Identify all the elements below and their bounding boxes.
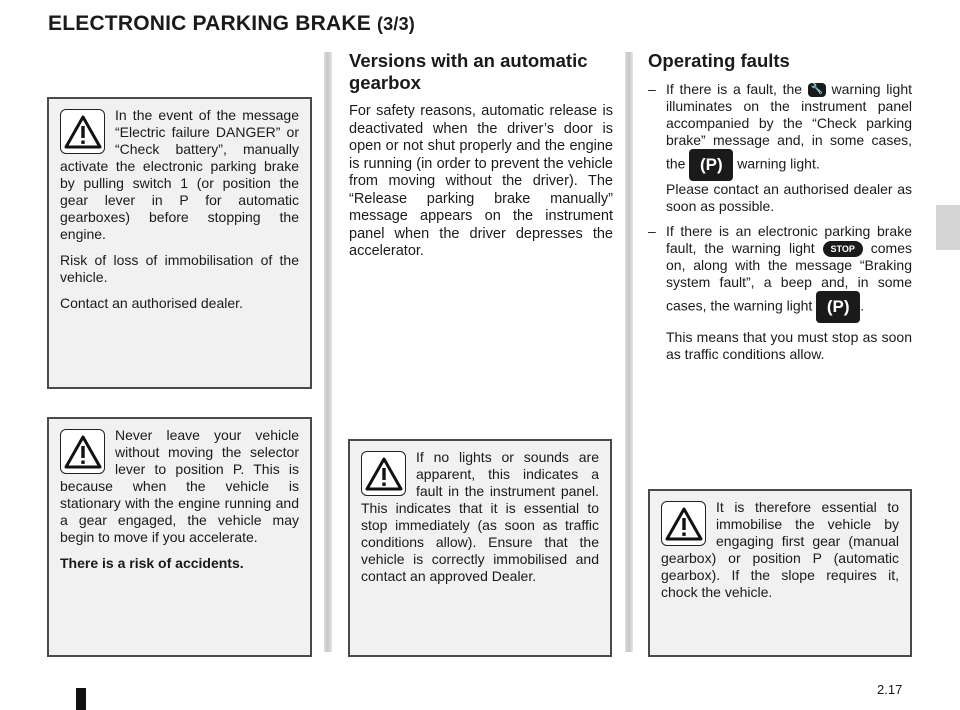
column-divider	[625, 52, 633, 652]
warning-triangle-icon	[60, 109, 105, 154]
list-item: – If there is an electronic parking brake fault, the warning light STOP comes on, along with the message “Braking system fault”, a beep and, in some cases, the warning light (P) . This means that you must stop as soon as traffic conditions allow.	[648, 223, 912, 363]
warning-text: If no lights or sounds are apparent, this indicates a fault in the instrument panel. This indicates that it is essential to stop immediately (as soon as traffic conditions allow). Ensure that the vehicle is correctly immobilised and contact an approved Dealer.	[361, 449, 599, 584]
section-title: Operating faults	[648, 50, 790, 71]
warning-triangle-icon	[60, 429, 105, 474]
margin-marker	[76, 688, 86, 710]
list-item: – If there is a fault, the 🔧 warning light illuminates on the instrument panel accompanied by the “Check parking brake” message and, in some cases, the (P) warning light. Please contact an authorised dealer as soon as possible.	[648, 81, 912, 214]
operating-faults-section	[648, 50, 912, 371]
warning-box	[648, 489, 912, 657]
warning-text: Risk of loss of immobilisation of the vehicle.	[60, 252, 299, 285]
stop-warning-icon: STOP	[823, 241, 863, 257]
warning-box	[348, 439, 612, 657]
warning-triangle-icon	[361, 451, 406, 496]
warning-text: In the event of the message “Electric failure DANGER” or “Check battery”, manually activate the electronic parking brake by pulling switch 1 (or position the gear lever in P for automatic gearboxes) before stopping the engine.	[60, 107, 299, 242]
section-body: For safety reasons, automatic release is deactivated when the driver’s door is open or not shut properly and the engine is running (in order to prevent the vehicle from moving without the driver). The “Release parking brake manually” message appears on the instrument panel when the driver depresses the accelerator.	[349, 103, 613, 259]
warning-box	[47, 417, 312, 657]
automatic-gearbox-section	[349, 50, 613, 261]
section-tab	[936, 205, 960, 250]
service-spanner-icon: 🔧	[808, 83, 826, 97]
warning-text: There is a risk of accidents.	[60, 555, 244, 571]
page-number: 2.17	[877, 682, 903, 697]
column-divider	[324, 52, 332, 652]
fault-list	[648, 81, 912, 363]
page-title: ELECTRONIC PARKING BRAKE (3/3)	[48, 12, 415, 35]
warning-text: Never leave your vehicle without moving the selector lever to position P. This is because when the vehicle is stationary with the engine running and a gear engaged, the vehicle may begin to move if you accelerate.	[60, 427, 299, 545]
warning-text: It is therefore essential to immobilise the vehicle by engaging first gear (manual gearbox) or position P (automatic gearbox). If the slope requires it, chock the vehicle.	[661, 499, 899, 600]
parking-brake-warning-icon: (P)	[689, 149, 733, 181]
warning-triangle-icon	[661, 501, 706, 546]
warning-text: Contact an authorised dealer.	[60, 295, 243, 311]
parking-brake-warning-icon: (P)	[816, 291, 860, 323]
section-title: Versions with an automatic gearbox	[349, 50, 588, 93]
warning-box	[47, 97, 312, 389]
